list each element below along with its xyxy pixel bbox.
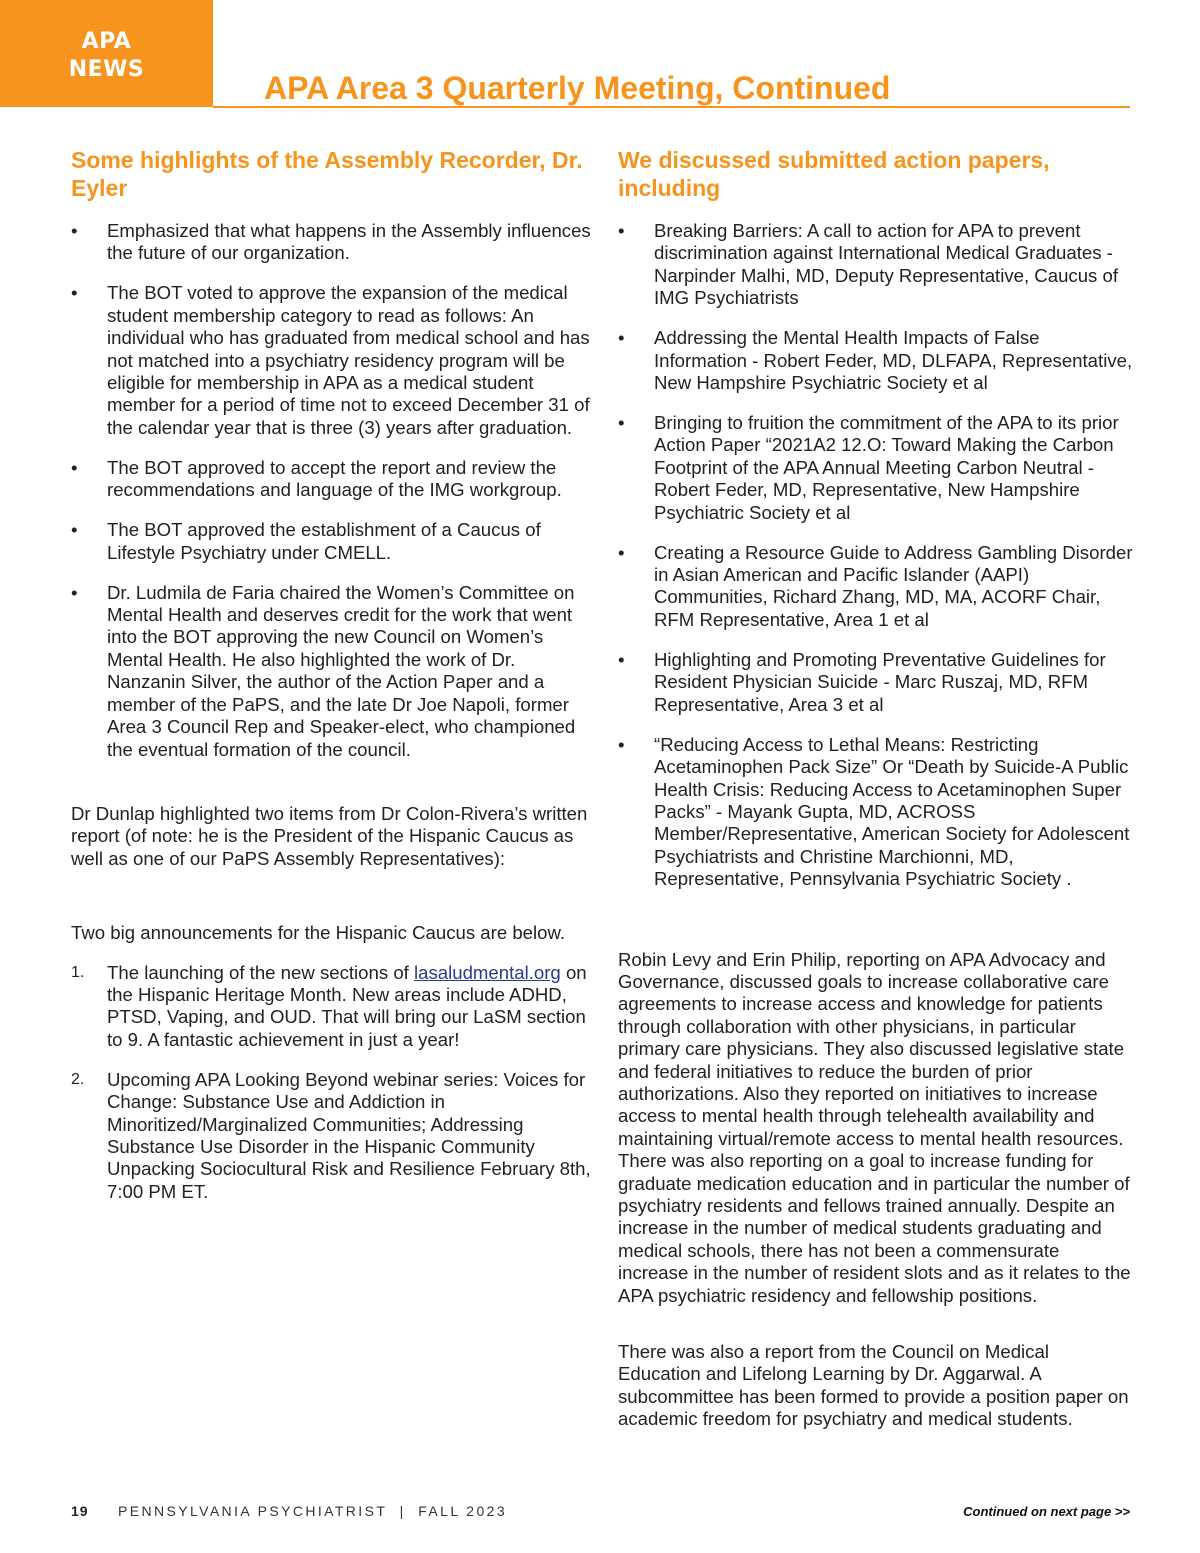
bullet-icon: •: [618, 733, 625, 755]
publication-name: PENNSYLVANIA PSYCHIATRIST | FALL 2023: [118, 1503, 508, 1519]
list-item: [618, 412, 1133, 524]
advocacy-paragraph: Robin Levy and Erin Philip, reporting on APA Advocacy and Governance, discussed goals to increase collaborative care agreements to increase access and knowledge for patients through collaboration with other physicians, in particular primary care physicians. They also discussed legislative state and federal initiatives to reduce the burden of prior authorizations. Also they reported on initiatives to increase access to mental health through telehealth availability and maintaining virtual/remote access to mental health resources. There was also reporting on a goal to increase funding for graduate medication education and in particular the number of psychiatry residents and fellows trained annually. Despite an increase in the number of medical students graduating and medical schools, there has not been a commensurate increase in the number of resident slots and as it relates to the APA psychiatric residency and fellowship positions.: [618, 948, 1131, 1306]
list-item-text: Breaking Barriers: A call to action for APA to prevent discrimination against International Medical Graduates - Narpinder Malhi, MD, Deputy Representative, Caucus of IMG Psychiatrists: [654, 220, 1119, 309]
list-item: [71, 962, 591, 1052]
right-column: [618, 146, 1133, 1431]
council-paragraph: There was also a report from the Council on Medical Education and Lifelong Learning by Dr. Aggarwal. A subcommittee has been formed to provide a position paper on academic freedom for psychiatry and medical students.: [618, 1341, 1129, 1430]
list-item: [71, 582, 591, 761]
left-column: [71, 146, 591, 1221]
list-item-text: Creating a Resource Guide to Address Gambling Disorder in Asian American and Pacific Islander (AAPI) Communities, Richard Zhang, MD, MA, ACORF Chair, RFM Representative, Area 1 et al: [654, 541, 1133, 630]
bullet-icon: •: [71, 456, 78, 478]
page-title: APA Area 3 Quarterly Meeting, Continued: [264, 70, 891, 106]
list-item-text: Addressing the Mental Health Impacts of False Information - Robert Feder, MD, DLFAPA, Representative, New Hampshire Psychiatric Society et al: [654, 327, 1133, 394]
right-heading: We discussed submitted action papers, including: [618, 147, 1050, 201]
dunlap-paragraph: Dr Dunlap highlighted two items from Dr Colon-Rivera’s written report (of note: he is the President of the Hispanic Caucus as well as one of our PaPS Assembly Representatives):: [71, 802, 588, 869]
list-item: [618, 220, 1133, 310]
list-item: [71, 220, 591, 265]
left-heading: Some highlights of the Assembly Recorder, Dr. Eyler: [71, 147, 583, 201]
list-item: [618, 327, 1133, 394]
list-item: [71, 282, 591, 439]
section-tab-label: [0, 28, 213, 84]
bullet-icon: •: [71, 282, 78, 304]
lasaludmental-link[interactable]: lasaludmental.org: [414, 961, 561, 983]
list-item: [71, 519, 591, 564]
list-number: 2.: [71, 1070, 85, 1088]
section-tab: [0, 0, 213, 107]
list-item: [71, 1069, 591, 1203]
list-item-text: Emphasized that what happens in the Assembly influences the future of our organization.: [107, 220, 591, 264]
bullet-icon: •: [618, 541, 625, 563]
list-item-text: The BOT voted to approve the expansion of the medical student membership category to read as follows: An individual who has graduated from medical school and has not matched into a psychiatry residency program will be eligible for membership in APA as a medical student member for a period of time not to exceed December 31 of the calendar year that is three (3) years after graduation.: [107, 282, 590, 438]
list-item-text: Bringing to fruition the commitment of the APA to its prior Action Paper “2021A2 12.O: Toward Making the Carbon Footprint of the APA Annual Meeting Carbon Neutral - Robert Feder, MD, Representative, New Hampshire Psychiatric Society et al: [654, 412, 1119, 523]
page-number: 19: [71, 1503, 89, 1519]
left-bullet-list: [71, 220, 591, 761]
list-item-text: The launching of the new sections of lasaludmental.org on the Hispanic Heritage Month. New areas include ADHD, PTSD, Vaping, and OUD. That will bring our LaSM section to 9. A fantastic achievement in just a year!: [107, 961, 587, 1050]
list-number: 1.: [71, 963, 85, 981]
list-item: [71, 457, 591, 502]
list-item-text: Upcoming APA Looking Beyond webinar series: Voices for Change: Substance Use and Addiction in Minoritized/Marginalized Communities; Addressing Substance Use Disorder in the Hispanic Community Unpacking Sociocultural Risk and Resilience February 8th, 7:00 PM ET.: [107, 1068, 591, 1202]
list-item: [618, 542, 1133, 632]
continued-link[interactable]: Continued on next page >>: [963, 1504, 1130, 1519]
list-item-text: “Reducing Access to Lethal Means: Restricting Acetaminophen Pack Size” Or “Death by Suicide-A Public Health Crisis: Reducing Access to Acetaminophen Super Packs” - Mayank Gupta, MD, ACROSS Member/Representative, American Society for Adolescent Psychiatrists and Christine Marchionni, MD, Representative, Pennsylvania Psychiatric Society .: [654, 733, 1130, 890]
list-item-text: Highlighting and Promoting Preventative Guidelines for Resident Physician Suicide - Marc Ruszaj, MD, RFM Representative, Area 3 et al: [654, 648, 1106, 715]
bullet-icon: •: [71, 519, 78, 541]
list-item-text: The BOT approved the establishment of a Caucus of Lifestyle Psychiatry under CMELL.: [107, 519, 541, 563]
announcements-intro: Two big announcements for the Hispanic Caucus are below.: [71, 922, 566, 944]
list-item-text: Dr. Ludmila de Faria chaired the Women’s Committee on Mental Health and deserves credit for the work that went into the BOT approving the new Council on Women’s Mental Health. He also highlighted the work of Dr. Nanzanin Silver, the author of the Action Paper and a member of the PaPS, and the late Dr Joe Napoli, former Area 3 Council Rep and Speaker-elect, who championed the eventual formation of the council.: [107, 581, 576, 760]
section-tab-line2: NEWS: [68, 57, 145, 82]
bullet-icon: •: [618, 220, 625, 241]
bullet-icon: •: [71, 581, 78, 603]
list-item-text: The BOT approved to accept the report and review the recommendations and language of the IMG workgroup.: [107, 456, 562, 501]
title-rule: [213, 106, 1130, 108]
bullet-icon: •: [618, 327, 625, 349]
bullet-icon: •: [618, 648, 625, 670]
right-bullet-list: [618, 220, 1133, 891]
announcements-list: [71, 962, 591, 1204]
bullet-icon: •: [71, 220, 78, 241]
bullet-icon: •: [618, 412, 625, 434]
list-item: [618, 734, 1133, 891]
list-item: [618, 649, 1133, 716]
section-tab-line1: APA: [81, 29, 132, 54]
